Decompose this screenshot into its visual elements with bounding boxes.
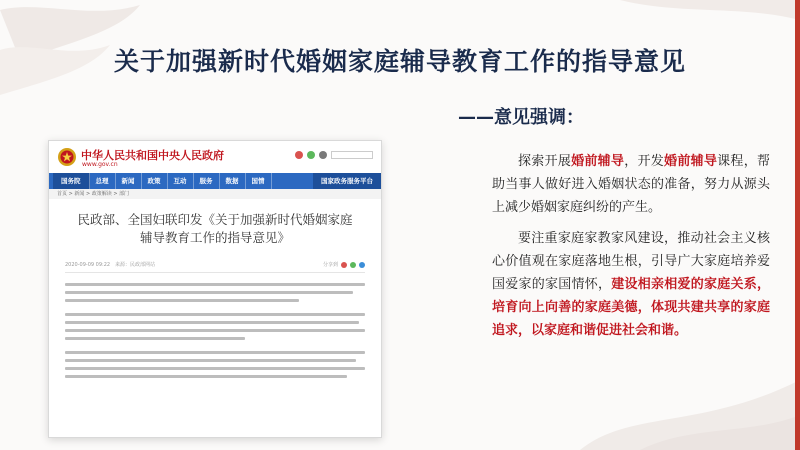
breadcrumb: 首页 > 新闻 > 政策解读 > 部门 [49, 189, 381, 199]
site-title: 中华人民共和国中央人民政府 [81, 149, 224, 162]
nav-item-guowuyuan[interactable]: 国务院 [53, 173, 90, 189]
paragraph-premarital [492, 150, 770, 219]
mobile-icon[interactable] [319, 151, 327, 159]
share-wechat-icon[interactable] [350, 262, 356, 268]
text-line [65, 329, 365, 332]
share-label: 分享到 [322, 262, 338, 268]
page-subtitle: ——意见强调： [458, 107, 584, 128]
nav-item-national-info[interactable]: 国情 [246, 173, 272, 189]
weibo-icon[interactable] [295, 151, 303, 159]
text-line [65, 351, 365, 354]
text-line [65, 359, 356, 362]
nav-item-service[interactable]: 服务 [194, 173, 220, 189]
article-screenshot [48, 140, 382, 438]
text-line [65, 337, 245, 340]
nav-item-service-platform[interactable]: 国家政务服务平台 [313, 173, 381, 189]
share-bar [323, 261, 365, 268]
nav-item-interaction[interactable]: 互动 [168, 173, 194, 189]
text-run: 课程，帮助当事人做好进入婚姻状态的准备，努力从源头上减少婚姻家庭纠纷的产生。 [492, 154, 770, 215]
highlight-text: 婚前辅导 [571, 154, 625, 169]
text-line [65, 291, 353, 294]
header-tools [295, 151, 373, 159]
site-url: www.gov.cn [82, 161, 118, 168]
site-header [49, 141, 381, 173]
national-emblem-icon [57, 147, 77, 167]
share-qq-icon[interactable] [359, 262, 365, 268]
page-title: 关于加强新时代婚姻家庭辅导教育工作的指导意见 [113, 47, 686, 76]
share-weibo-icon[interactable] [341, 262, 347, 268]
site-search-input[interactable] [331, 151, 373, 159]
text-line [65, 299, 299, 302]
highlight-text: 婚前辅导 [664, 154, 718, 169]
article-body [65, 283, 365, 378]
nav-item-policy[interactable]: 政策 [142, 173, 168, 189]
highlight-text: 建设相亲相爱的家庭关系，培育向上向善的家庭美德，体现共建共享的家庭追求，以家庭和谐促进社会和谐。 [492, 277, 770, 338]
text-run: ，开发 [624, 154, 665, 169]
text-line [65, 367, 365, 370]
divider [65, 272, 365, 273]
wechat-icon[interactable] [307, 151, 315, 159]
nav-item-news[interactable]: 新闻 [116, 173, 142, 189]
text-line [65, 283, 365, 286]
text-line [65, 321, 359, 324]
nav-item-data[interactable]: 数据 [220, 173, 246, 189]
opinion-text [492, 150, 770, 342]
article-title: 民政部、全国妇联印发《关于加强新时代婚姻家庭辅导教育工作的指导意见》 [77, 212, 353, 245]
paragraph-family-values [492, 227, 770, 342]
article-date-source: 2020-09-09 09:22 来源：民政部网站 [65, 262, 156, 268]
text-run: 探索开展 [518, 154, 572, 169]
text-line [65, 375, 347, 378]
nav-item-zongli[interactable]: 总理 [90, 173, 116, 189]
article-meta [65, 261, 365, 268]
site-nav [49, 173, 381, 189]
text-run: 要注重家庭家教家风建设，推动社会主义核心价值观在家庭落地生根，引导广大家庭培养爱国爱家的家国情怀， [492, 231, 770, 292]
text-line [65, 313, 365, 316]
